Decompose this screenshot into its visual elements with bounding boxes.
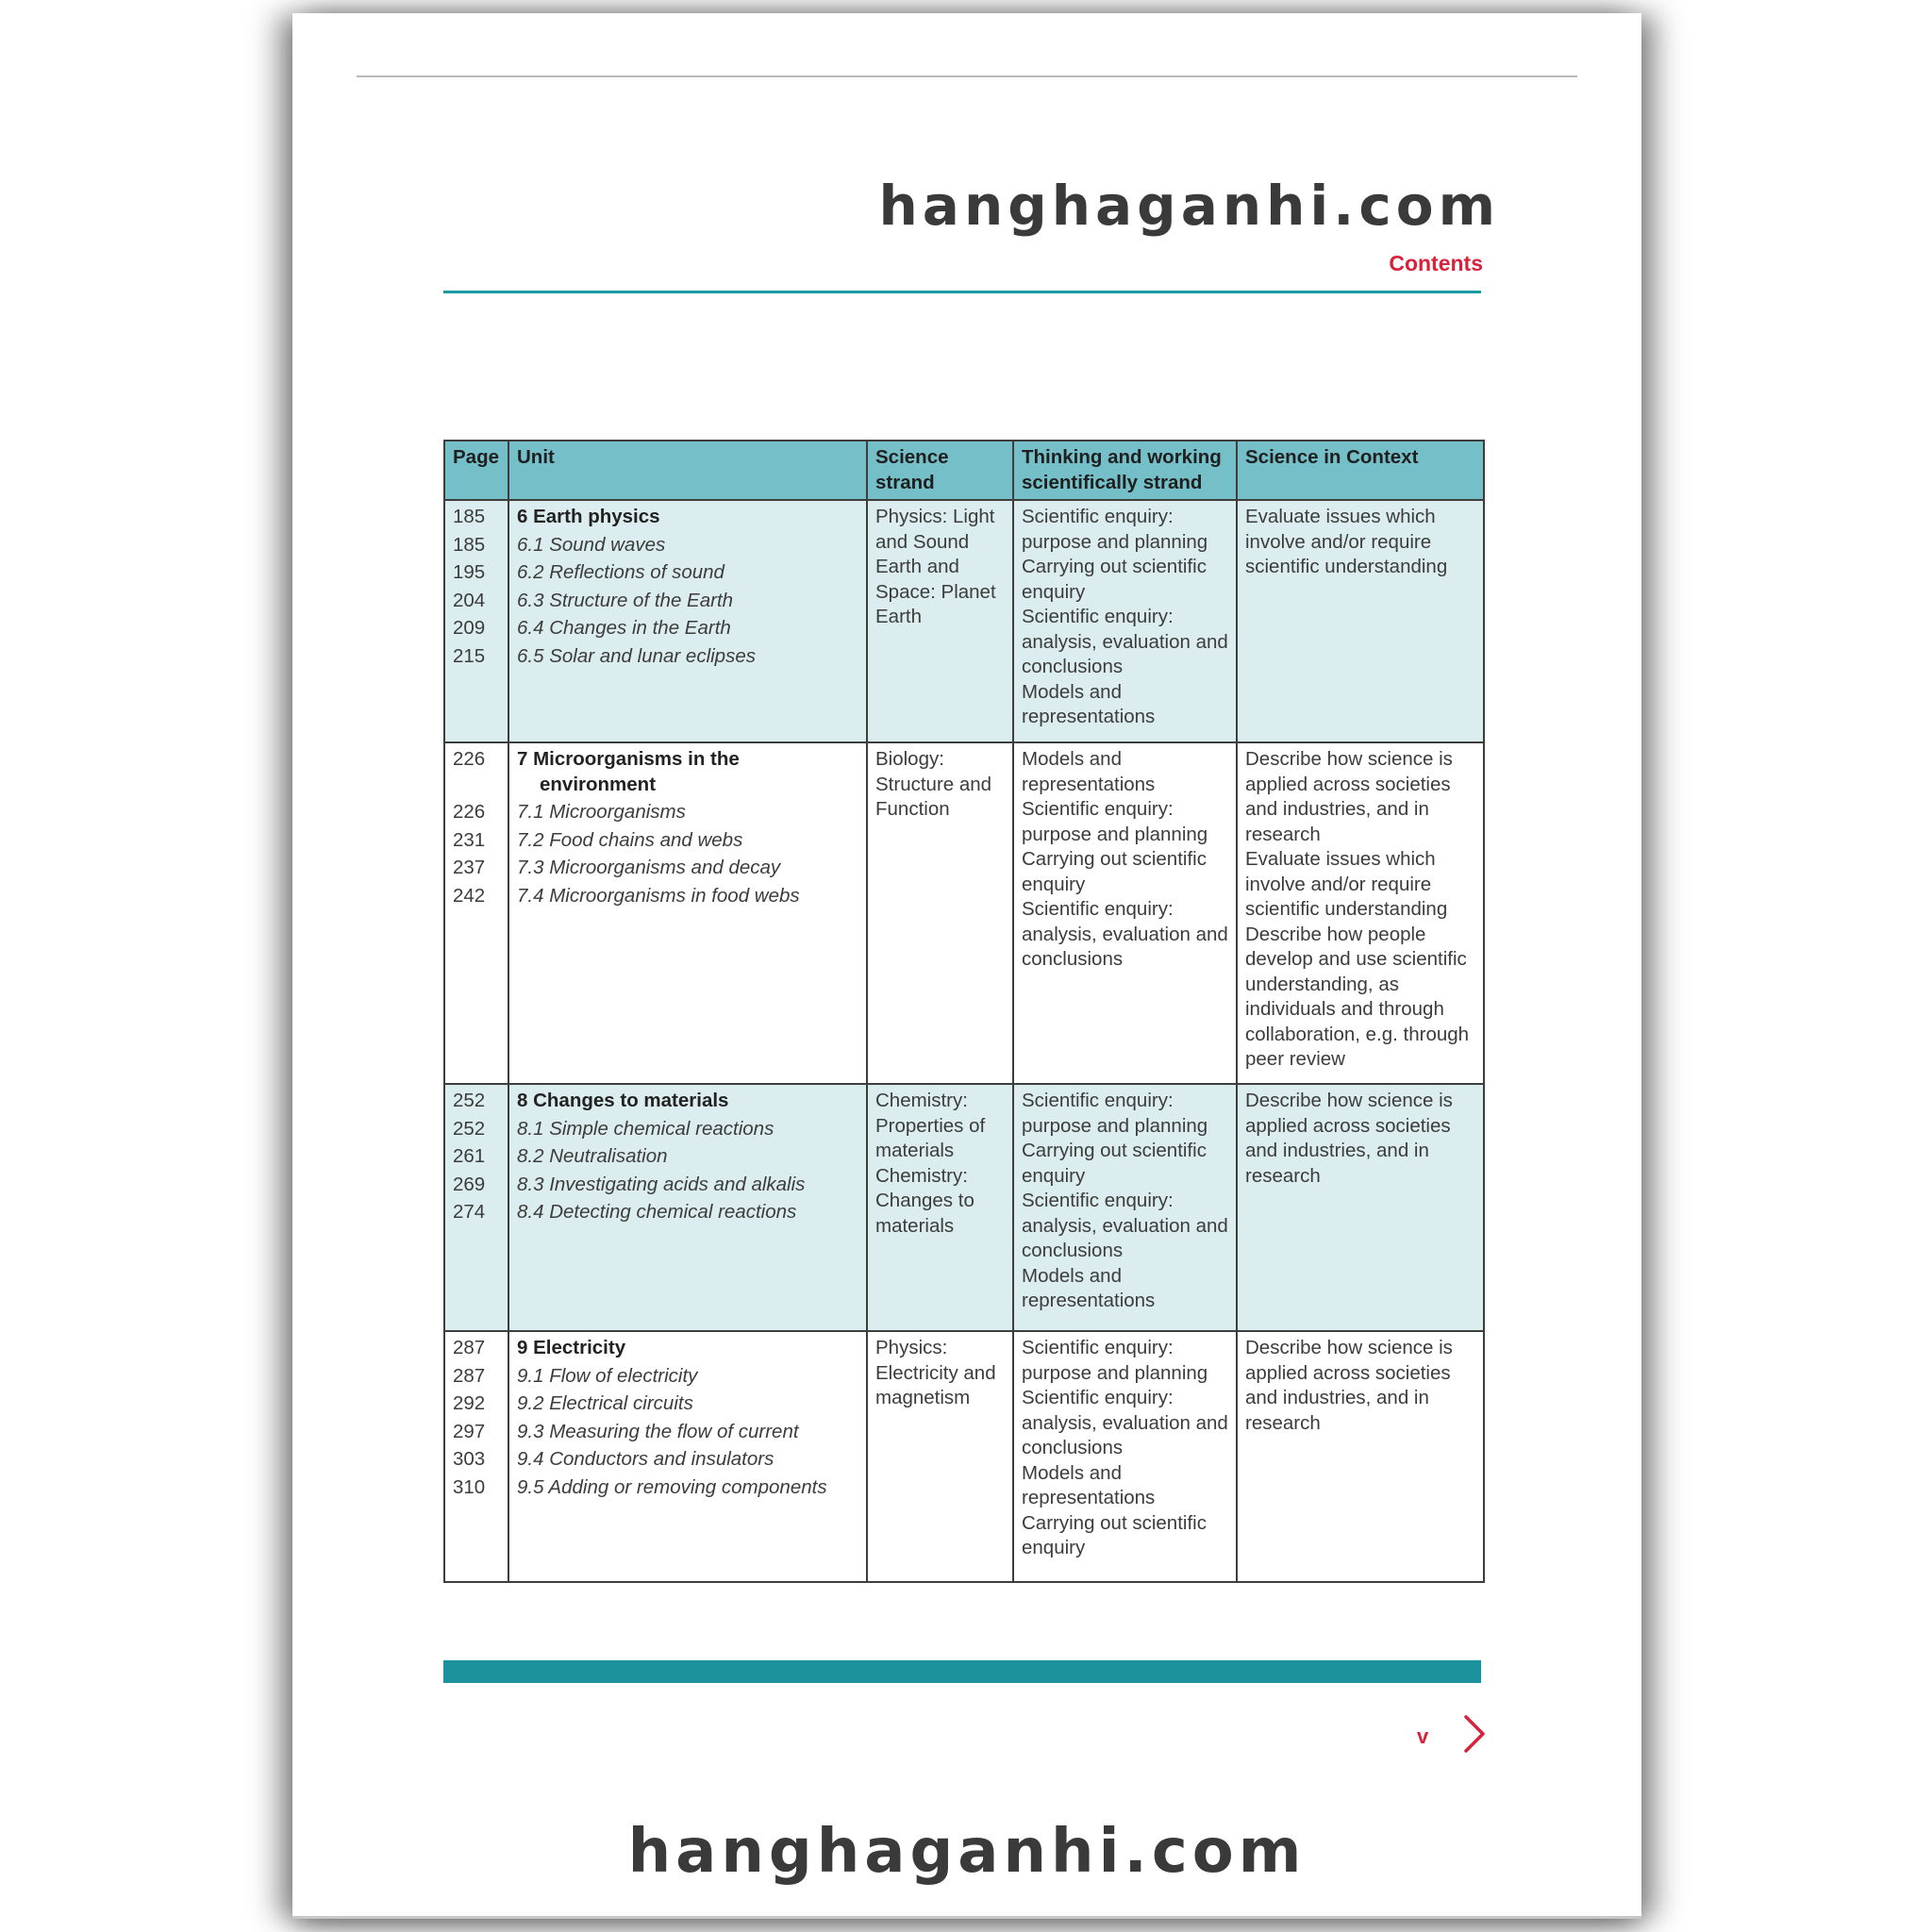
thinking-item: Scientific enquiry: analysis, evaluation and conclusions xyxy=(1022,1190,1228,1261)
strand-item: Chemistry: Properties of materials xyxy=(875,1090,986,1161)
section-label: Contents xyxy=(1389,251,1483,275)
page-cell xyxy=(444,500,508,742)
subunit-title: 8.2 Neutralisation xyxy=(517,1145,668,1167)
thinking-cell xyxy=(1013,742,1237,1084)
thinking-item: Carrying out scientific enquiry xyxy=(1022,556,1207,603)
subunit-title: 7.3 Microorganisms and decay xyxy=(517,857,781,878)
thinking-item: Scientific enquiry: purpose and planning xyxy=(1022,1090,1208,1137)
page-cell xyxy=(444,1084,508,1331)
header-thinking: Thinking and working scientifically strand xyxy=(1013,441,1237,500)
watermark-top: hanghaganhi.com xyxy=(878,174,1500,238)
page-cell xyxy=(444,1331,508,1582)
thinking-item: Scientific enquiry: purpose and planning xyxy=(1022,506,1208,553)
footer-bar xyxy=(443,1660,1481,1683)
unit-page-number: 226 xyxy=(453,748,486,770)
unit-title xyxy=(517,747,858,797)
unit-page-number: 252 xyxy=(453,1090,486,1111)
subunit-page-number: 231 xyxy=(453,828,486,851)
thinking-item: Carrying out scientific enquiry xyxy=(1022,1140,1207,1187)
header-context: Science in Context xyxy=(1237,441,1484,500)
thinking-cell xyxy=(1013,500,1237,742)
context-item: Describe how science is applied across societies and industries, and in research xyxy=(1245,748,1453,845)
subunit-page-number: 195 xyxy=(453,561,486,583)
document-page xyxy=(292,13,1641,1919)
thinking-item: Scientific enquiry: analysis, evaluation and conclusions xyxy=(1022,1387,1228,1458)
subunit-title: 9.5 Adding or removing components xyxy=(517,1475,827,1498)
context-item: Evaluate issues which involve and/or require scientific understanding xyxy=(1245,848,1448,920)
context-cell xyxy=(1237,742,1484,1084)
subunit-page-number: 269 xyxy=(453,1173,486,1195)
table-row xyxy=(444,742,1484,1084)
context-cell xyxy=(1237,1084,1484,1331)
strand-cell xyxy=(867,1084,1013,1331)
unit-title-line: environment xyxy=(540,773,657,795)
header-page: Page xyxy=(444,441,508,500)
subunit-title: 9.1 Flow of electricity xyxy=(517,1364,698,1387)
strand-item: Physics: Light and Sound xyxy=(875,506,995,553)
subunit-title: 6.2 Reflections of sound xyxy=(517,561,724,583)
subunit-page-number: 252 xyxy=(453,1117,486,1140)
thinking-item: Scientific enquiry: purpose and planning xyxy=(1022,798,1208,845)
context-item: Describe how science is applied across societies and industries, and in research xyxy=(1245,1337,1453,1434)
subunit-title: 6.5 Solar and lunar eclipses xyxy=(517,644,756,667)
subunit-page-number: 185 xyxy=(453,533,486,556)
unit-title-line: 8 Changes to materials xyxy=(517,1090,729,1111)
strand-cell xyxy=(867,1331,1013,1582)
unit-page-number: 287 xyxy=(453,1337,486,1358)
subunit-title: 9.2 Electrical circuits xyxy=(517,1392,693,1414)
subunit-page-number: 292 xyxy=(453,1392,486,1414)
thinking-item: Scientific enquiry: analysis, evaluation and conclusions xyxy=(1022,898,1228,970)
unit-cell xyxy=(508,500,867,742)
thinking-item: Models and representations xyxy=(1022,1264,1156,1311)
header-strand: Science strand xyxy=(867,441,1013,500)
page-number: v xyxy=(1417,1724,1429,1748)
context-item: Describe how people develop and use scientific understanding, as individuals and through collaboration, e.g. through peer review xyxy=(1245,923,1470,1070)
subunit-title: 6.3 Structure of the Earth xyxy=(517,589,734,611)
thinking-item: Models and representations xyxy=(1022,680,1156,727)
subunit-title: 6.4 Changes in the Earth xyxy=(517,617,731,639)
subunit-page-number: 297 xyxy=(453,1420,486,1442)
subunit-page-number: 242 xyxy=(453,884,486,907)
thinking-item: Carrying out scientific enquiry xyxy=(1022,848,1207,895)
subunit-page-number: 226 xyxy=(453,801,486,823)
strand-cell xyxy=(867,500,1013,742)
subunit-title: 9.3 Measuring the flow of current xyxy=(517,1420,799,1442)
subunit-title: 6.1 Sound waves xyxy=(517,533,666,556)
subunit-page-number: 287 xyxy=(453,1364,486,1387)
subunit-title: 8.3 Investigating acids and alkalis xyxy=(517,1173,806,1195)
subunit-title: 7.1 Microorganisms xyxy=(517,801,686,823)
unit-page-number: 185 xyxy=(453,506,486,527)
thinking-cell xyxy=(1013,1084,1237,1331)
thinking-item: Models and representations xyxy=(1022,1461,1156,1508)
unit-title xyxy=(517,1336,858,1361)
unit-title xyxy=(517,1089,858,1114)
subunit-page-number: 261 xyxy=(453,1145,486,1167)
unit-cell xyxy=(508,1331,867,1582)
strand-item: Biology: Structure and Function xyxy=(875,748,992,820)
strand-cell xyxy=(867,742,1013,1084)
table-header-row xyxy=(444,441,1484,500)
subunit-page-number: 209 xyxy=(453,617,486,639)
thinking-item: Scientific enquiry: analysis, evaluation and conclusions xyxy=(1022,606,1228,677)
subunit-page-number: 310 xyxy=(453,1475,486,1498)
unit-title-line: 9 Electricity xyxy=(517,1337,626,1358)
thinking-item: Scientific enquiry: purpose and planning xyxy=(1022,1337,1208,1384)
subunit-page-number: 303 xyxy=(453,1448,486,1470)
thinking-cell xyxy=(1013,1331,1237,1582)
unit-cell xyxy=(508,742,867,1084)
thinking-item: Models and representations xyxy=(1022,748,1156,795)
unit-cell xyxy=(508,1084,867,1331)
spacer xyxy=(453,773,500,798)
chevron-right-icon[interactable] xyxy=(1458,1713,1489,1755)
subunit-title: 7.2 Food chains and webs xyxy=(517,828,743,851)
context-item: Evaluate issues which involve and/or require scientific understanding xyxy=(1245,506,1448,577)
header-unit: Unit xyxy=(508,441,867,500)
subunit-page-number: 204 xyxy=(453,589,486,611)
thinking-item: Carrying out scientific enquiry xyxy=(1022,1511,1207,1558)
subunit-page-number: 237 xyxy=(453,857,486,878)
watermark-bottom: hanghaganhi.com xyxy=(627,1817,1307,1887)
strand-item: Earth and Space: Planet Earth xyxy=(875,556,996,627)
table-row xyxy=(444,1331,1484,1582)
table-row xyxy=(444,500,1484,742)
subunit-title: 9.4 Conductors and insulators xyxy=(517,1448,774,1470)
table-row xyxy=(444,1084,1484,1331)
context-cell xyxy=(1237,500,1484,742)
top-divider xyxy=(357,75,1577,77)
bottom-divider xyxy=(292,1916,1641,1919)
subunit-title: 8.4 Detecting chemical reactions xyxy=(517,1201,797,1223)
subunit-page-number: 215 xyxy=(453,644,486,667)
header-rule xyxy=(443,291,1481,293)
unit-title-line: 6 Earth physics xyxy=(517,506,660,527)
context-item: Describe how science is applied across societies and industries, and in research xyxy=(1245,1090,1453,1187)
strand-item: Chemistry: Changes to materials xyxy=(875,1164,974,1237)
subunit-title: 7.4 Microorganisms in food webs xyxy=(517,884,800,907)
subunit-title: 8.1 Simple chemical reactions xyxy=(517,1117,774,1140)
unit-title xyxy=(517,505,858,530)
page-cell xyxy=(444,742,508,1084)
contents-table xyxy=(443,440,1485,1583)
unit-title-line: 7 Microorganisms in the xyxy=(517,748,740,770)
strand-item: Physics: Electricity and magnetism xyxy=(875,1337,996,1408)
context-cell xyxy=(1237,1331,1484,1582)
subunit-page-number: 274 xyxy=(453,1201,486,1223)
